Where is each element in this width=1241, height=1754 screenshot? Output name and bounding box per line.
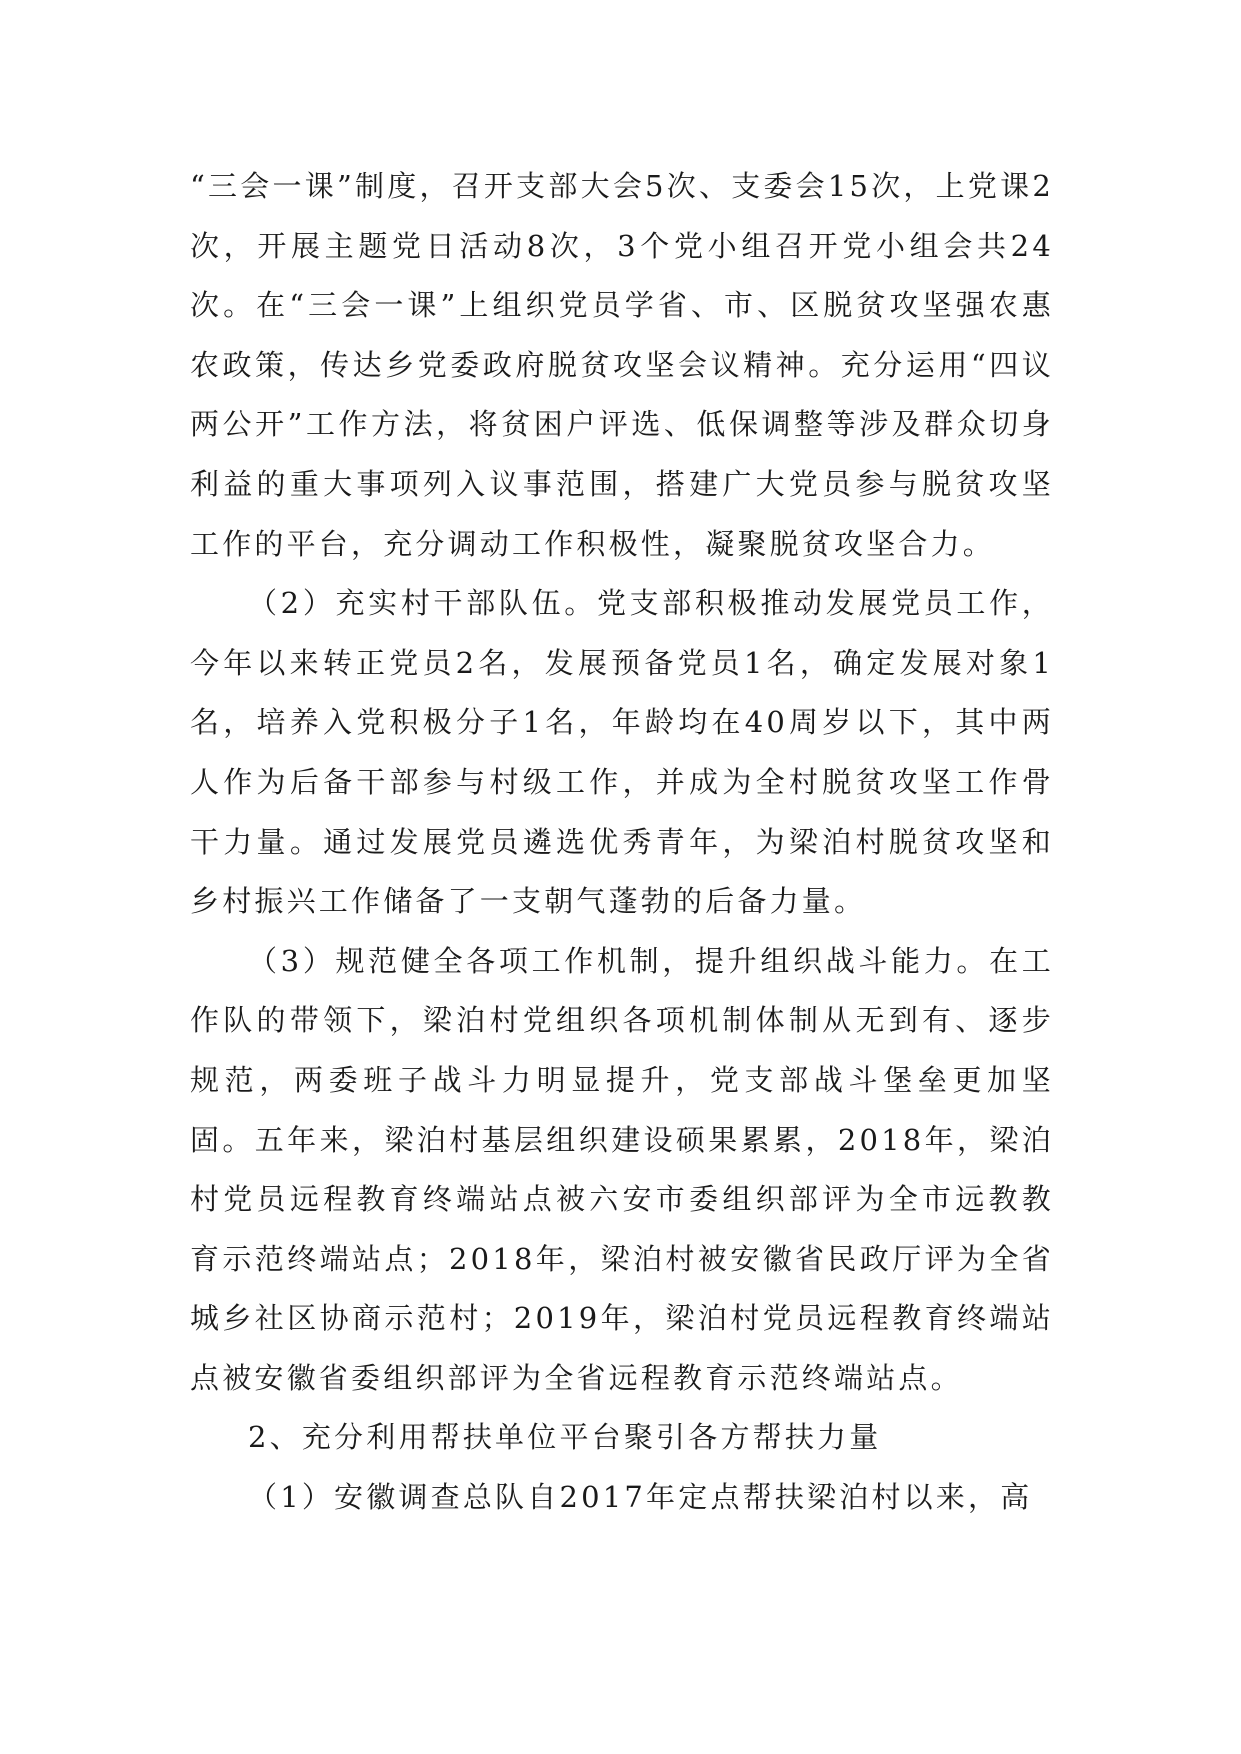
section-heading-assistance-units: 2、充分利用帮扶单位平台聚引各方帮扶力量 — [248, 1420, 882, 1455]
paragraph-enrich-village-cadres: （2）充实村干部队伍。党支部积极推动发展党员工作，今年以来转正党员2名，发展预备党员1名，确定发展对象1名，培养入党积极分子1名，年龄均在40周岁以下，其中两人作为后备干部参与村级工作，并成为全村脱贫攻坚工作骨干力量。通过发展党员遴选优秀青年，为梁泊村脱贫攻坚和乡村振兴工作储备了一支朝气蓬勃的后备力量。 — [190, 586, 1054, 919]
paragraph-anhui-survey-team: （1）安徽调查总队自2017年定点帮扶梁泊村以来，高 — [248, 1480, 1033, 1515]
paragraph-standardize-work-mechanisms: （3）规范健全各项工作机制，提升组织战斗能力。在工作队的带领下，梁泊村党组织各项机制体制从无到有、逐步规范，两委班子战斗力明显提升，党支部战斗堡垒更加坚固。五年来，梁泊村基层组织建设硕果累累，2018年，梁泊村党员远程教育终端站点被六安市委组织部评为全市远教教育示范终端站点；2018年，梁泊村被安徽省民政厅评为全省城乡社区协商示范村；2019年，梁泊村党员远程教育终端站点被安徽省委组织部评为全省远程教育示范终端站点。 — [190, 943, 1054, 1395]
paragraph-meetings-continued: “三会一课”制度，召开支部大会5次、支委会15次，上党课2次，开展主题党日活动8次，3个党小组召开党小组会共24次。在“三会一课”上组织党员学省、市、区脱贫攻坚强农惠农政策，传达乡党委政府脱贫攻坚会议精神。充分运用“四议两公开”工作方法，将贫困户评选、低保调整等涉及群众切身利益的重大事项列入议事范围，搭建广大党员参与脱贫攻坚工作的平台，充分调动工作积极性，凝聚脱贫攻坚合力。 — [190, 169, 1054, 561]
document-body — [190, 157, 1054, 1528]
